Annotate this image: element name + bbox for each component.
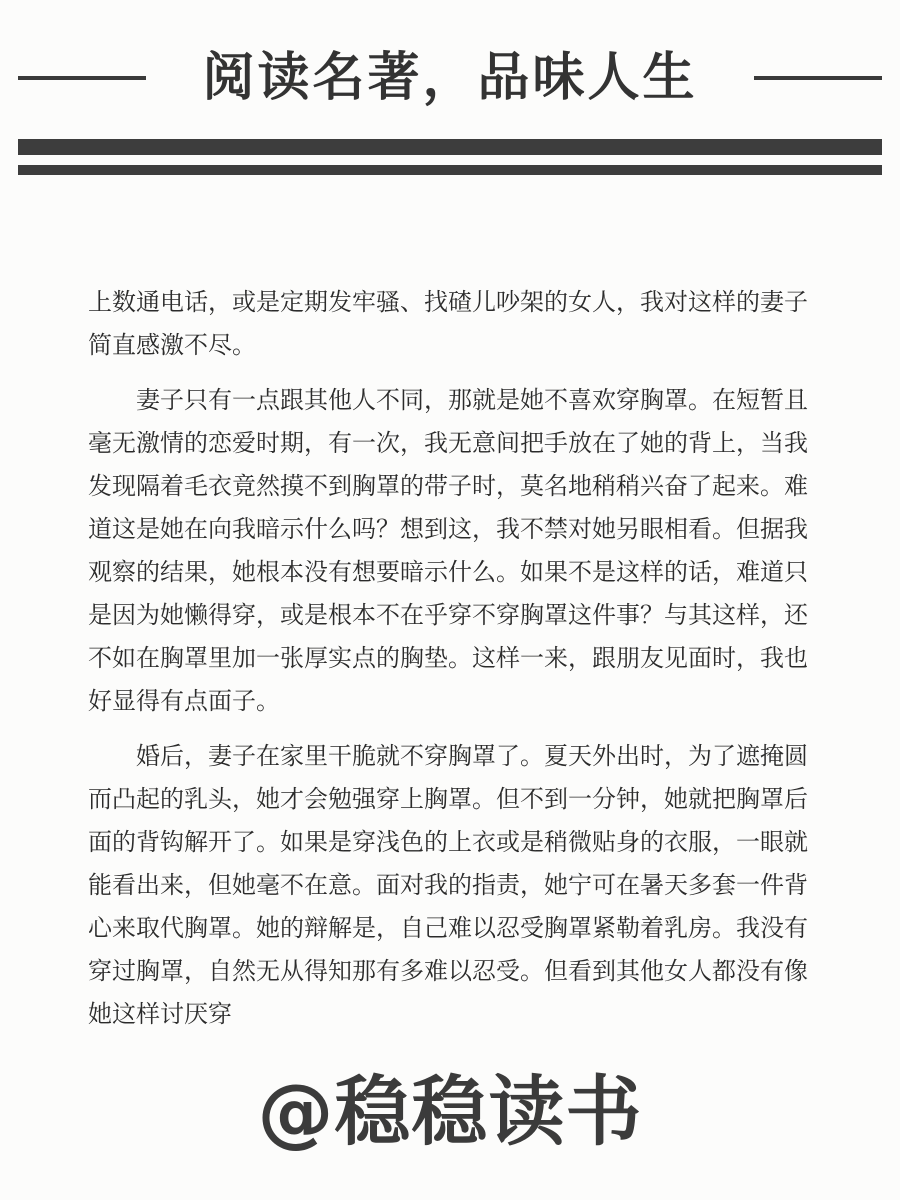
header-left-rule	[18, 76, 146, 80]
page-title: 阅读名著，品味人生	[202, 47, 698, 108]
author-handle: @稳稳读书	[257, 1067, 643, 1156]
article-paragraph: 上数通电话，或是定期发牢骚、找碴儿吵架的女人，我对这样的妻子简直感激不尽。	[88, 288, 808, 359]
article-paragraph: 婚后，妻子在家里干脆就不穿胸罩了。夏天外出时，为了遮掩圆而凸起的乳头，她才会勉强穿上胸罩。但不到一分钟，她就把胸罩后面的背钩解开了。如果是穿浅色的上衣或是稍微贴身的衣服，一眼就能看出来，但她毫不在意。面对我的指责，她宁可在暑天多套一件背心来取代胸罩。她的辩解是，自己难以忍受胸罩紧勒着乳房。我没有穿过胸罩，自然无从得知那有多难以忍受。但看到其他女人都没有像她这样讨厌穿	[88, 742, 808, 1028]
header-right-rule	[754, 76, 882, 80]
header-thin-band	[18, 165, 882, 175]
header-thick-band	[18, 139, 882, 155]
article-body	[88, 281, 808, 1048]
article-paragraph: 妻子只有一点跟其他人不同，那就是她不喜欢穿胸罩。在短暂且毫无激情的恋爱时期，有一次，我无意间把手放在了她的背上，当我发现隔着毛衣竟然摸不到胸罩的带子时，莫名地稍稍兴奋了起来。难道这是她在向我暗示什么吗？想到这，我不禁对她另眼相看。但据我观察的结果，她根本没有想要暗示什么。如果不是这样的话，难道只是因为她懒得穿，或是根本不在乎穿不穿胸罩这件事？与其这样，还不如在胸罩里加一张厚实点的胸垫。这样一来，跟朋友见面时，我也好显得有点面子。	[88, 386, 808, 715]
page-header	[0, 0, 900, 190]
